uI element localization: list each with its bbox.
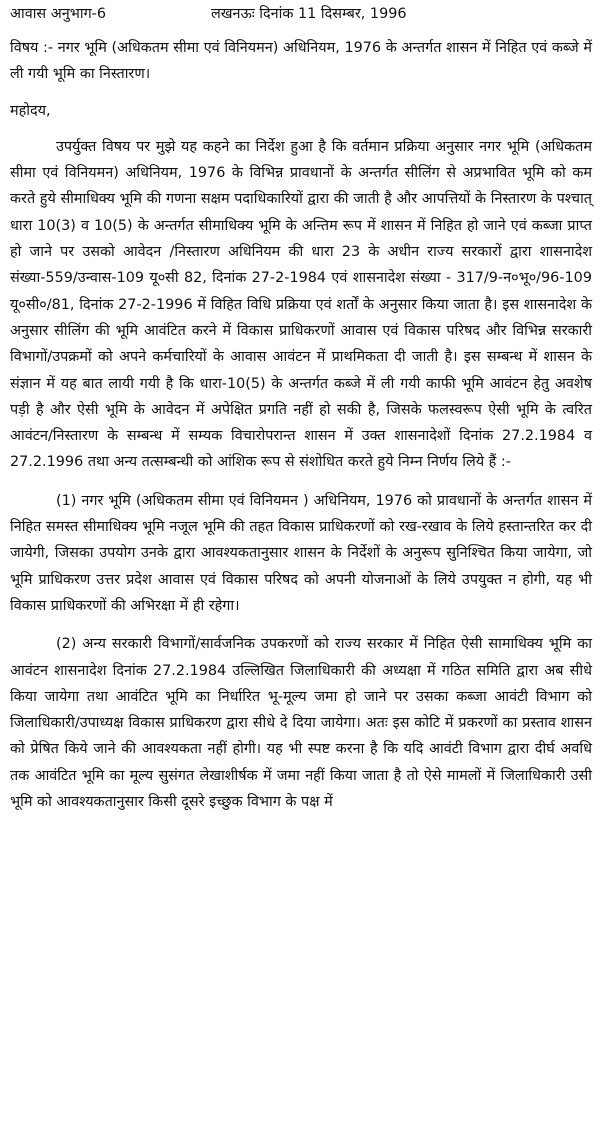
place-date: लखनऊः दिनांक 11 दिसम्बर, 1996: [211, 6, 407, 22]
letter-header: [10, 1, 592, 27]
department-label: आवास अनुभाग-6: [10, 6, 107, 22]
letter-page: [10, 1, 592, 815]
decision-point-1: (1) नगर भूमि (अधिकतम सीमा एवं विनियमन ) अधिनियम, 1976 को प्रावधानों के अन्तर्गत शासन में निहित समस्त सीमाधिक्य भूमि नजूल भूमि की तहत विकास प्राधिकरणों को रख-रखाव के लिये हस्तान्तरित कर दी जायेगी, जिसका उपयोग उनके द्वारा आवश्यकतानुसार शासन के निर्देशों के अनुरूप सुनिश्चित किया जायेगा, जो भूमि प्राधिकरण उत्तर प्रदेश आवास एवं विकास परिषद को अपनी योजनाओं के लिये उपयुक्त न होगी, यह भी विकास प्राधिकरणों की अभिरक्षा में ही रहेगा।: [10, 492, 592, 614]
subject-line: विषय :- नगर भूमि (अधिकतम सीमा एवं विनियमन) अधिनियम, 1976 के अन्तर्गत शासन में निहित एवं कब्जे में ली गयी भूमि का निस्तारण।: [10, 40, 592, 83]
body-paragraph: उपर्युक्त विषय पर मुझे यह कहने का निर्देश हुआ है कि वर्तमान प्रक्रिया अनुसार नगर भूमि (अधिकतम सीमा एवं विनियमन) अधिनियम, 1976 के विभिन्न प्रावधानों के अन्तर्गत सीलिंग से अप्रभावित भूमि को कम करते हुये सीमाधिक्य भूमि की गणना सक्षम पदाधिकारियों द्वारा की जाती है और आपत्तियों के निस्तारण के पश्चात् धारा 10(3) व 10(5) के अन्तर्गत सीमाधिक्य भूमि के अन्तिम रूप में शासन में निहित हो जाने एवं कब्जा प्राप्त हो जाने पर उसको आवेदन /निस्तारण अधिनियम की धारा 23 के अधीन राज्य सरकारों द्वारा शासनादेश संख्या-559/उन्वास-109 यू०सी 82, दिनांक 27-2-1984 एवं शासनादेश संख्या - 317/9-न०भू०/96-109 यू०सी०/81, दिनांक 27-2-1996 में विहित विधि प्रक्रिया एवं शर्तों के अनुसार किया जाता है। इस शासनादेश के अनुसार सीलिंग की भूमि आवंटित करने में विकास प्राधिकरणों आवास एवं विकास परिषद और विभिन्न सरकारी विभागों/उपक्रमों को अपने कर्मचारियों के आवास आवंटन में प्राथमिकता दी जाती है। इस सम्बन्ध में शासन के संज्ञान में यह बात लायी गयी है कि धारा-10(5) के अन्तर्गत कब्जे में ली गयी काफी भूमि आवंटन हेतु अवशेष पड़ी है और ऐसी भूमि के आवेदन में अपेक्षित प्रगति नहीं हो सकी है, जिसके फलस्वरूप ऐसी भूमि के त्वरित आवंटन/निस्तारण के सम्बन्ध में सम्यक विचारोपरान्त शासन में उक्त शासनादेशों दिनांक 27.2.1984 व 27.2.1996 तथा अन्य तत्सम्बन्धी को आंशिक रूप से संशोधित करते हुये निम्न निर्णय लिये हैं :-: [10, 138, 592, 471]
salutation: महोदय,: [10, 102, 51, 119]
decision-point-2: (2) अन्य सरकारी विभागों/सार्वजनिक उपकरणों को राज्य सरकार में निहित ऐसी सामाधिक्य भूमि का आवंटन शासनादेश दिनांक 27.2.1984 उल्लिखित जिलाधिकारी की अध्यक्षा में गठित समिति द्वारा अब सीधे किया जायेगा तथा आवंटित भूमि का निर्धारित भू-मूल्य जमा हो जाने पर उसका कब्जा आवंटी विभाग को जिलाधिकारी/उपाध्यक्ष विकास प्राधिकरण द्वारा सीधे दे दिया जायेगा। अतः इस कोटि में प्रकरणों का प्रस्ताव शासन को प्रेषित किये जाने की आवश्यकता नहीं होगी। यह भी स्पष्ट करना है कि यदि आवंटी विभाग द्वारा दीर्घ अवधि तक आवंटित भूमि का मूल्य सुसंगत लेखाशीर्षक में जमा नहीं किया जाता है तो ऐसे मामलों में जिलाधिकारी उसी भूमि को आवश्यकतानुसार किसी दूसरे इच्छुक विभाग के पक्ष में: [10, 636, 592, 811]
